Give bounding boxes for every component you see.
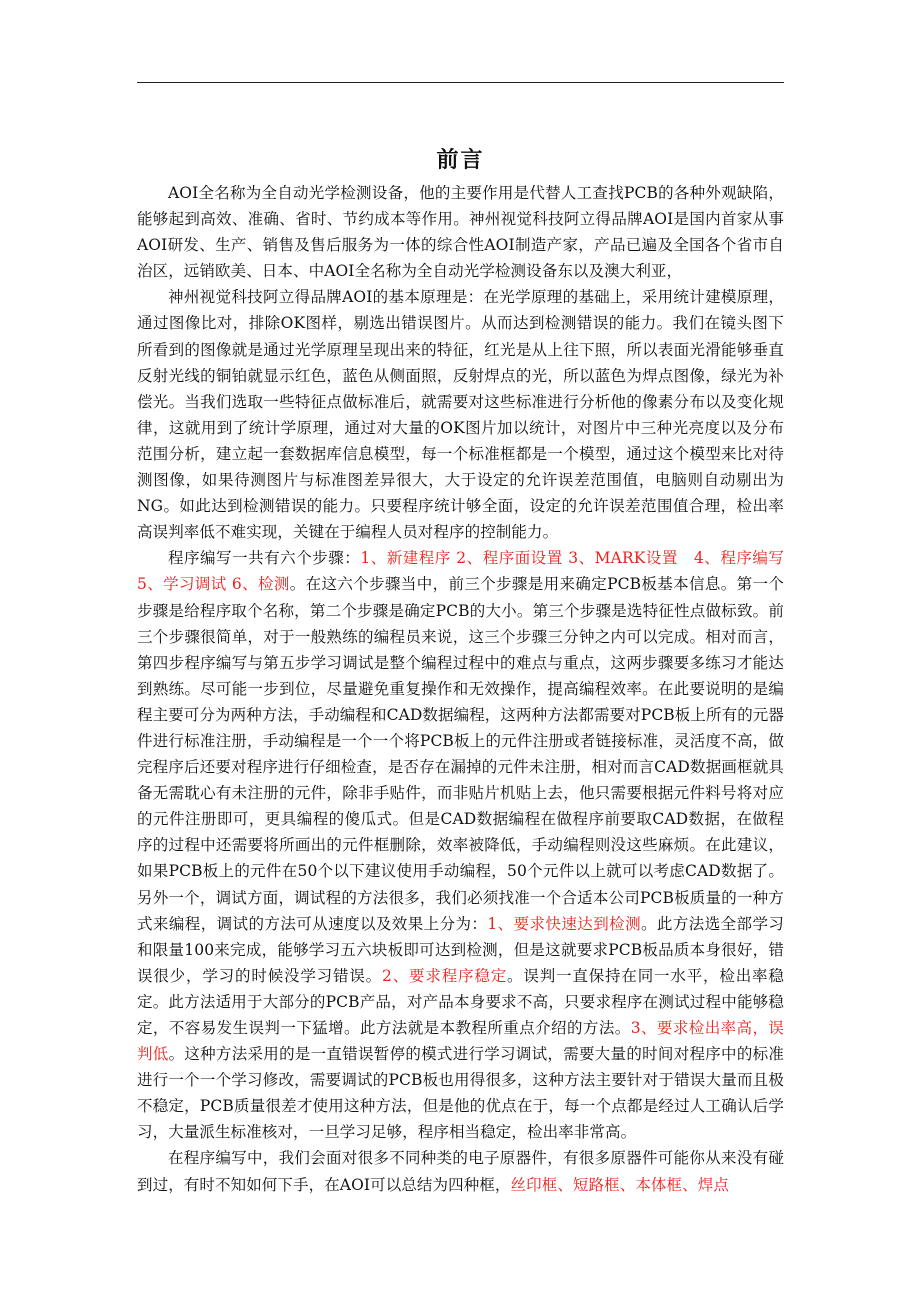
text-segment: 程序编写一共有六个步骤：: [168, 549, 361, 568]
text-segment: 。在这六个步骤当中，前三个步骤是用来确定PCB板基本信息。第一个步骤是给程序取个名称，第二个步骤是确定PCB的大小。第三个步骤是选特征性点做标致。前三个步骤很简单，对于一般熟练的编程员来说，这三个步骤三分钟之内可以完成。相对而言，第四步程序编写与第五步学习调试是整个编程过程中的难点与重点，这两步骤要多练习才能达到熟练。尽可能一步到位，尽量避免重复操作和无效操作，提高编程效率。在此要说明的是编程主要可分为两种方法，手动编程和CAD数据编程，这两种方法都需要对PCB板上所有的元器件进行标准注册，手动编程是一个一个将PCB板上的元件注册或者链接标准，灵活度不高，做完程序后还要对程序进行仔细检查，是否存在漏掉的元件未注册，相对而言CAD数据画框就具备无需耽心有未注册的元件，除非手贴件，而非贴片机贴上去，他只需要根据元件料号将对应的元件注册即可，更具编程的傻瓜式。但是CAD数据编程在做程序前要取CAD数据，在做程序的过程中还需要将所画出的元件框删除，效率被降低，手动编程则没这些麻烦。在此建议，如果PCB板上的元件在50个以下建议使用手动编程，50个元件以上就可以考虑CAD数据了。另外一个，调试方面，调试程的方法很多，我们必须找准一个合适本公司PCB板质量的一种方式来编程，调试的方法可从速度以及效果上分为：: [137, 575, 784, 933]
header-rule: [137, 82, 784, 83]
highlight-steps-list: 1、新建程序 2、程序面设置 3、MARK设置 4、程序编写 5、学习调试 6、检测: [137, 549, 784, 594]
text-segment: 神州视觉科技阿立得品牌AOI的基本原理是：在光学原理的基础上，采用统计建模原理，通过图像比对，排除OK图样，剔选出错误图片。从而达到检测错误的能力。我们在镜头图下所看到的图像就是通过光学原理呈现出来的特征，红光是从上往下照，所以表面光滑能够垂直反射光线的铜铂就显示红色，蓝色从侧面照，反射焊点的光，所以蓝色为焊点图像，绿光为补偿光。当我们选取一些特征点做标准后，就需要对这些标准进行分析他的像素分布以及变化规律，这就用到了统计学原理，通过对大量的OK图片加以统计，对图片中三种光亮度以及分布范围分析，建立起一套数据库信息模型，每一个标准框都是一个模型，通过这个模型来比对待测图像，如果待测图片与标准图差异很大，大于设定的允许误差范围值，电脑则自动剔出为NG。如此达到检测错误的能力。只要程序统计够全面，设定的允许误差范围值合理，检出率高误判率低不难实现，关键在于编程人员对程序的控制能力。: [137, 288, 784, 542]
text-segment: 。此方法选全部学习和限量100来完成，能够学习五六块板即可达到检测，但是这就要求PCB板品质本身很好，错误很少，学习的时候没学习错误。: [137, 914, 785, 985]
paragraph-programming-steps: [137, 545, 784, 1145]
highlight-method-1: 1、要求快速达到检测: [487, 914, 641, 933]
page-title: 前言: [436, 147, 485, 173]
document-body: [137, 180, 784, 1198]
paragraph-principle: [137, 284, 784, 545]
paragraph-intro: [137, 180, 784, 284]
text-segment: 在程序编写中，我们会面对很多不同种类的电子原器件，有很多原器件可能你从来没有碰到过，有时不知如何下手，在AOI可以总结为四种框，: [137, 1149, 784, 1194]
paragraph-frame-types: [137, 1145, 784, 1197]
highlight-method-3: 3、要求检出率高，误判低: [137, 1019, 784, 1064]
text-segment: 。这种方法采用的是一直错误暂停的模式进行学习调试，需要大量的时间对程序中的标准进行一个一个学习修改，需要调试的PCB板也用得很多，这种方法主要针对于错误大量而且极不稳定，PCB质量很差才使用这种方法，但是他的优点在于，每一个点都是经过人工确认后学习，大量派生标准核对，一旦学习足够，程序相当稳定，检出率非常高。: [137, 1045, 785, 1142]
text-segment: 。误判一直保持在同一水平，检出率稳定。此方法适用于大部分的PCB产品，对产品本身要求不高，只要求程序在测试过程中能够稳定，不容易发生误判一下猛增。此方法就是本教程所重点介绍的方法。: [137, 966, 784, 1037]
highlight-method-2: 2、要求程序稳定: [382, 966, 508, 985]
highlight-frame-types: 丝印框、短路框、本体框、焊点: [510, 1175, 729, 1194]
text-segment: AOI全名称为全自动光学检测设备，他的主要作用是代替人工查找PCB的各种外观缺陷，能够起到高效、准确、省时、节约成本等作用。神州视觉科技阿立得品牌AOI是国内首家从事AOI研发、生产、销售及售后服务为一体的综合性AOI制造产家，产品已遍及全国各个省市自治区，远销欧美、日本、中AOI全名称为全自动光学检测设备东以及澳大利亚，: [137, 184, 784, 281]
